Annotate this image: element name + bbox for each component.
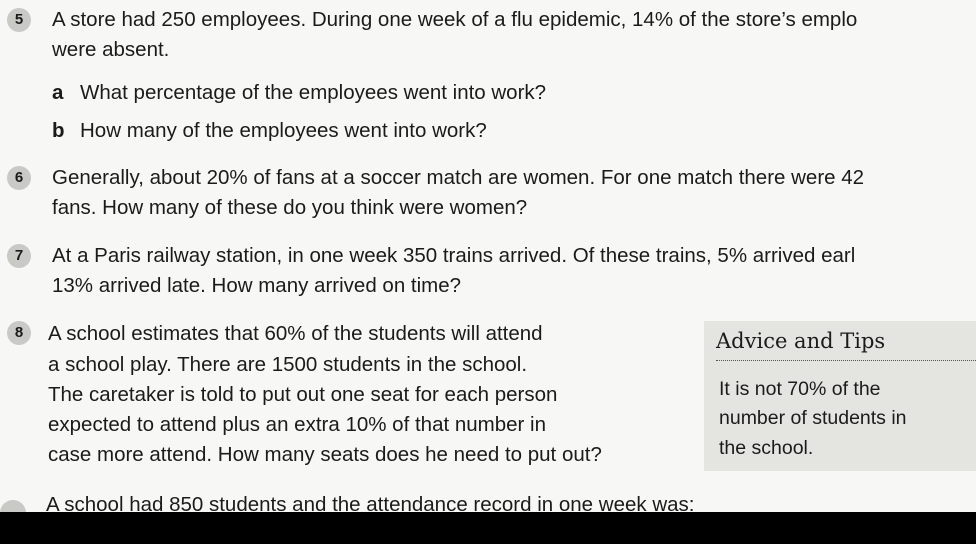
- question-number-8: 8: [7, 321, 31, 345]
- advice-tips-line-2: number of students in: [719, 407, 907, 429]
- question-5a: [52, 81, 546, 105]
- advice-tips-title: Advice and Tips: [716, 329, 886, 353]
- question-8-text-line-5: case more attend. How many seats does he need to put out?: [48, 443, 602, 466]
- question-6-text-line-2: fans. How many of these do you think were women?: [52, 196, 528, 219]
- question-9-text-partial: A school had 850 students and the attendance record in one week was:: [46, 493, 695, 512]
- advice-tips-line-1: It is not 70% of the: [719, 378, 881, 400]
- question-8-text-line-2: a school play. There are 1500 students in the school.: [48, 353, 528, 376]
- question-number-6: 6: [7, 166, 31, 190]
- question-5-text-line-2: were absent.: [52, 38, 170, 61]
- question-7-text-line-2: 13% arrived late. How many arrived on time?: [52, 274, 462, 297]
- question-5-text-line-1: A store had 250 employees. During one week of a flu epidemic, 14% of the store’s emplo: [52, 8, 858, 31]
- advice-tips-line-3: the school.: [719, 437, 814, 459]
- question-8-text-line-4: expected to attend plus an extra 10% of that number in: [48, 413, 547, 436]
- question-5b-text: How many of the employees went into work?: [80, 119, 487, 142]
- question-9-cutoff-region: [0, 489, 976, 512]
- question-number-5: 5: [7, 8, 31, 32]
- question-7-text-line-1: At a Paris railway station, in one week 350 trains arrived. Of these trains, 5% arrived earl: [52, 244, 856, 267]
- question-8-text-line-3: The caretaker is told to put out one seat for each person: [48, 383, 558, 406]
- advice-tips-divider: [716, 360, 976, 361]
- question-5a-text: What percentage of the employees went into work?: [80, 81, 547, 104]
- question-5a-letter: a: [52, 81, 64, 104]
- question-5b-letter: b: [52, 119, 65, 142]
- question-5b: [52, 119, 487, 143]
- question-6-text-line-1: Generally, about 20% of fans at a soccer match are women. For one match there were 42: [52, 166, 865, 189]
- bottom-black-bar: [0, 512, 976, 544]
- question-number-7: 7: [7, 244, 31, 268]
- question-8-text-line-1: A school estimates that 60% of the students will attend: [48, 322, 543, 345]
